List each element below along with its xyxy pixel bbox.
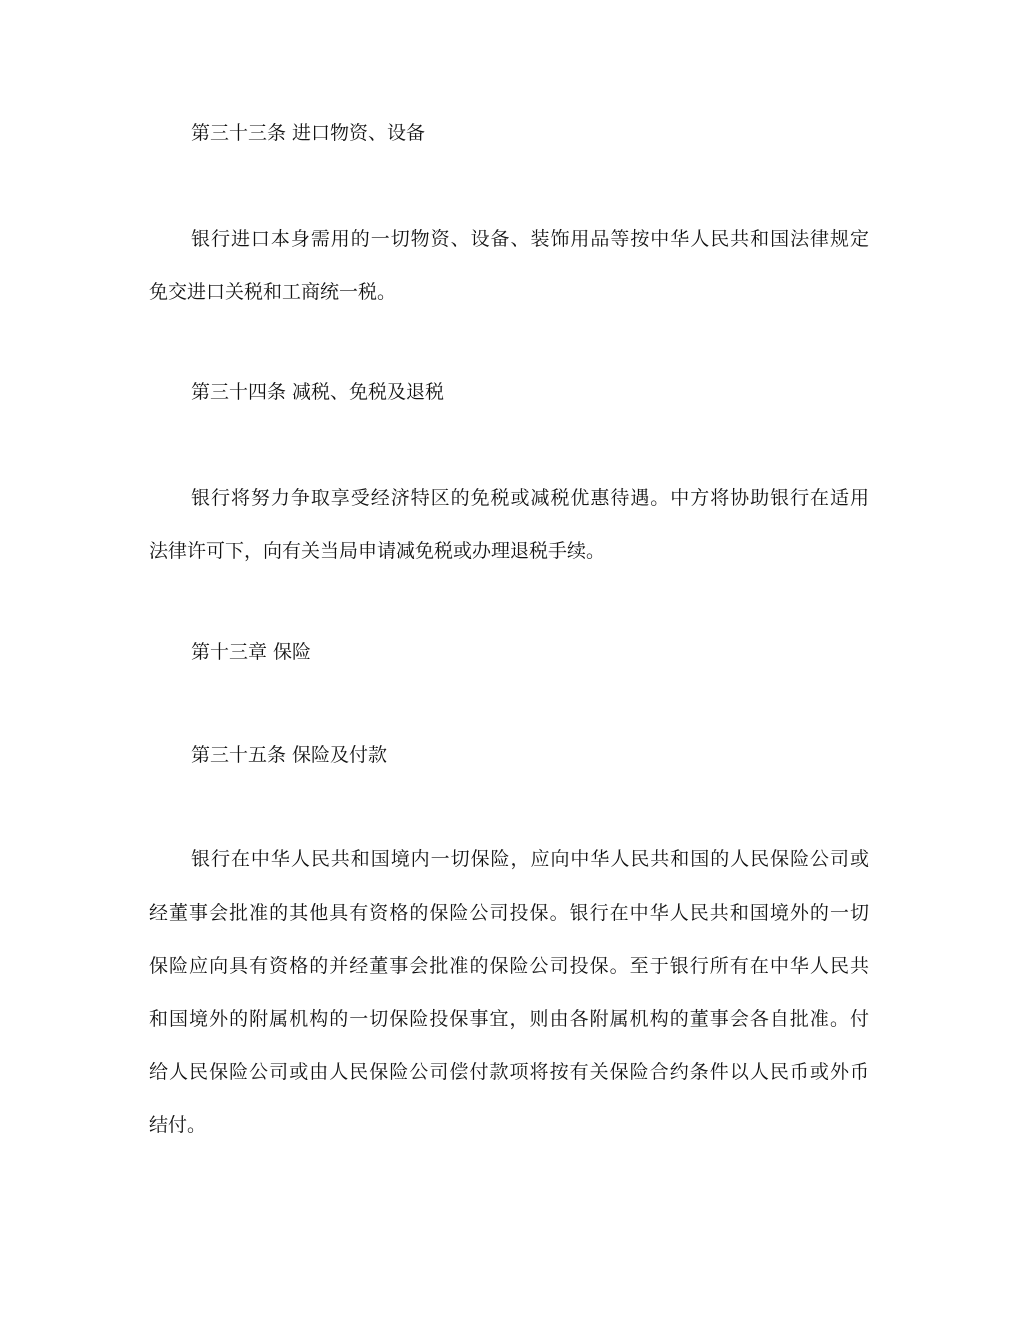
article-33-heading: 第三十三条 进口物资、设备 (191, 122, 426, 144)
article-35-body-line-4: 和国境外的附属机构的一切保险投保事宜，则由各附属机构的董事会各自批准。付 (149, 1008, 869, 1030)
article-35-body-line-5: 给人民保险公司或由人民保险公司偿付款项将按有关保险合约条件以人民币或外币 (149, 1061, 869, 1083)
article-33-body-line-2: 免交进口关税和工商统一税。 (149, 281, 397, 303)
article-34-body-line-1: 银行将努力争取享受经济特区的免税或减税优惠待遇。中方将协助银行在适用 (191, 487, 869, 509)
article-35-body-line-3: 保险应向具有资格的并经董事会批准的保险公司投保。至于银行所有在中华人民共 (149, 955, 869, 977)
article-34-body-line-2: 法律许可下，向有关当局申请减免税或办理退税手续。 (149, 540, 606, 562)
article-35-body-line-6: 结付。 (149, 1114, 207, 1136)
article-33-body-line-1: 银行进口本身需用的一切物资、设备、装饰用品等按中华人民共和国法律规定 (191, 228, 869, 250)
article-35-body-line-2: 经董事会批准的其他具有资格的保险公司投保。银行在中华人民共和国境外的一切 (149, 902, 869, 924)
article-35-heading: 第三十五条 保险及付款 (191, 744, 388, 766)
article-34-heading: 第三十四条 减税、免税及退税 (191, 381, 445, 403)
article-35-body-line-1: 银行在中华人民共和国境内一切保险，应向中华人民共和国的人民保险公司或 (191, 848, 869, 870)
chapter-13-heading: 第十三章 保险 (191, 641, 312, 663)
